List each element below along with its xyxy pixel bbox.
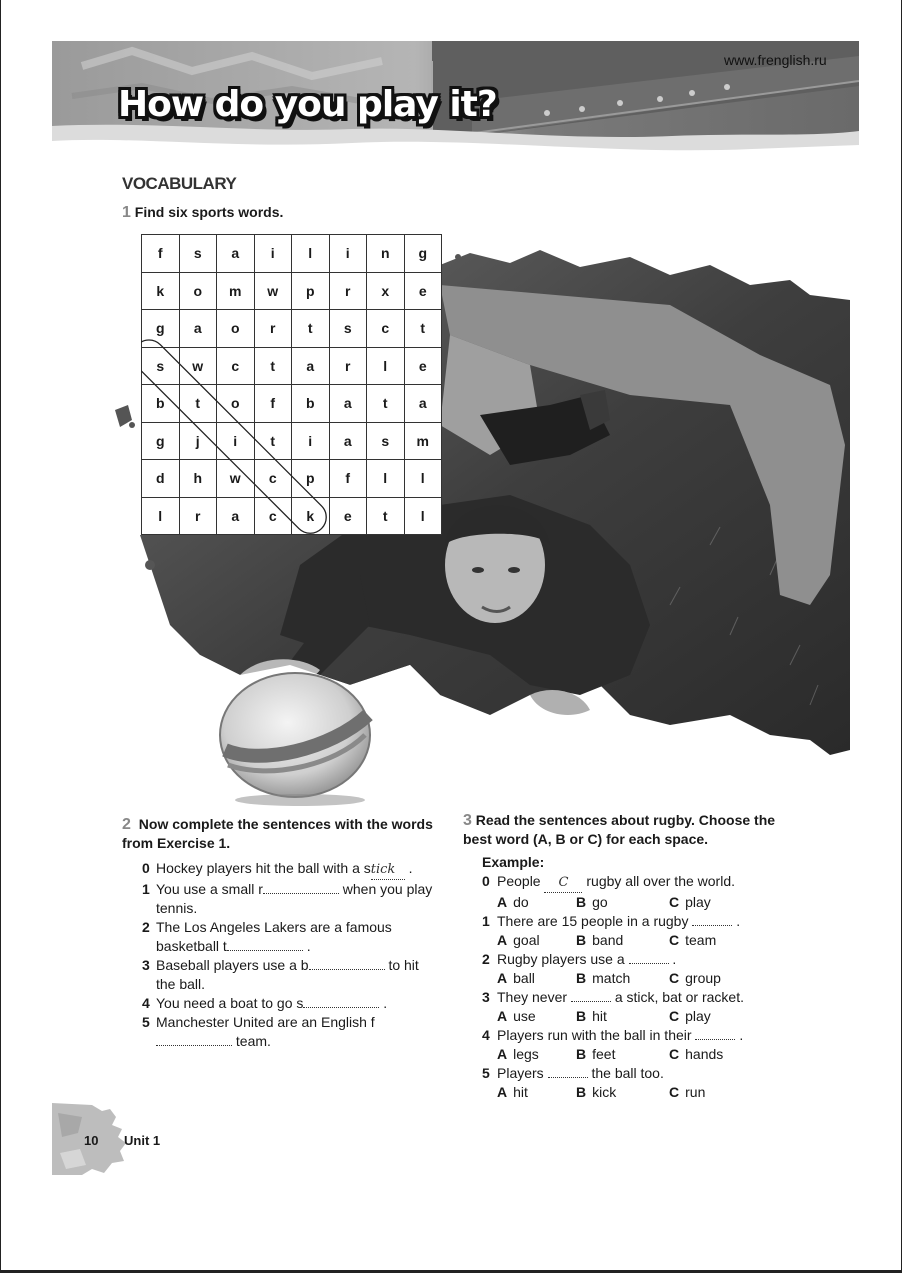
- exercise2-item: [122, 880, 442, 918]
- grid-cell[interactable]: m: [405, 423, 443, 461]
- answer-blank[interactable]: [156, 1033, 232, 1046]
- grid-cell[interactable]: a: [180, 310, 218, 348]
- grid-cell[interactable]: c: [367, 310, 405, 348]
- grid-cell[interactable]: j: [180, 423, 218, 461]
- exercise1-instruction: Find six sports words.: [134, 204, 284, 220]
- item-text: to hit the ball.: [156, 957, 419, 992]
- item-text: Hockey players hit the ball with a s: [156, 860, 371, 876]
- item-number: 1: [142, 881, 150, 897]
- grid-cell[interactable]: s: [367, 423, 405, 461]
- grid-cell[interactable]: b: [292, 385, 330, 423]
- exercise3-item: [463, 988, 783, 1007]
- grid-cell[interactable]: h: [180, 460, 218, 498]
- exercise1-heading: [122, 203, 283, 222]
- grid-cell[interactable]: w: [180, 348, 218, 386]
- option[interactable]: B hit: [576, 1008, 607, 1024]
- exercise2: [122, 815, 442, 1051]
- exercise3-item: [463, 1064, 783, 1083]
- exercise3-item: [463, 872, 783, 893]
- item-text: when you play tennis.: [156, 881, 433, 916]
- options-row: [463, 1007, 783, 1026]
- grid-cell[interactable]: l: [292, 235, 330, 273]
- item-text: the ball too.: [591, 1065, 664, 1081]
- exercise2-number: 2: [122, 816, 131, 833]
- grid-cell[interactable]: a: [330, 423, 368, 461]
- grid-cell[interactable]: g: [405, 235, 443, 273]
- exercise3-item: [463, 950, 783, 969]
- grid-cell[interactable]: t: [180, 385, 218, 423]
- answer-blank[interactable]: [309, 957, 385, 970]
- option[interactable]: C run: [669, 1084, 706, 1100]
- item-number: 3: [142, 957, 150, 973]
- grid-cell[interactable]: p: [292, 273, 330, 311]
- answer-blank[interactable]: [571, 989, 611, 1002]
- exercise2-item: [122, 994, 442, 1013]
- item-text: Players run with the ball in their: [497, 1027, 692, 1043]
- example-label: Example:: [482, 854, 545, 870]
- option[interactable]: C play: [669, 1008, 711, 1024]
- option[interactable]: A do: [497, 894, 529, 910]
- option[interactable]: B go: [576, 894, 608, 910]
- grid-cell[interactable]: i: [255, 235, 293, 273]
- exercise2-item: [122, 1013, 442, 1051]
- answer-blank[interactable]: [692, 913, 732, 926]
- answer-blank[interactable]: [695, 1027, 735, 1040]
- page-number: 10: [84, 1133, 99, 1148]
- grid-cell[interactable]: c: [255, 498, 293, 536]
- grid-cell[interactable]: t: [255, 348, 293, 386]
- grid-cell[interactable]: a: [405, 385, 443, 423]
- option[interactable]: C play: [669, 894, 711, 910]
- answer-blank[interactable]: [303, 995, 379, 1008]
- options-row: [463, 893, 783, 912]
- option[interactable]: A goal: [497, 932, 540, 948]
- item-text: Manchester United are an English f: [156, 1014, 375, 1030]
- grid-cell[interactable]: g: [142, 423, 180, 461]
- grid-cell[interactable]: w: [217, 460, 255, 498]
- item-text: There are 15 people in a rugby: [497, 913, 689, 929]
- grid-cell[interactable]: f: [142, 235, 180, 273]
- answer-loop: [141, 234, 341, 534]
- item-text: They never: [497, 989, 568, 1005]
- item-text: You need a boat to go s: [156, 995, 304, 1011]
- options-row: [463, 931, 783, 950]
- grid-cell[interactable]: d: [142, 460, 180, 498]
- grid-cell[interactable]: a: [292, 348, 330, 386]
- bottom-rule: [0, 1270, 902, 1273]
- item-number: 3: [482, 989, 490, 1005]
- answer-blank[interactable]: [263, 881, 339, 894]
- options-row: [463, 1045, 783, 1064]
- item-number: 5: [482, 1065, 490, 1081]
- exercise1-number: 1: [122, 204, 131, 221]
- item-text: Baseball players use a b: [156, 957, 309, 973]
- answer-blank[interactable]: [629, 951, 669, 964]
- option[interactable]: C hands: [669, 1046, 724, 1062]
- grid-cell[interactable]: l: [367, 460, 405, 498]
- answer-blank[interactable]: tick: [371, 860, 405, 880]
- grid-cell[interactable]: o: [217, 385, 255, 423]
- grid-cell[interactable]: r: [330, 273, 368, 311]
- item-text: .: [306, 938, 311, 954]
- grid-cell[interactable]: i: [217, 423, 255, 461]
- grid-cell[interactable]: n: [367, 235, 405, 273]
- option[interactable]: C team: [669, 932, 717, 948]
- option[interactable]: B band: [576, 932, 624, 948]
- options-row: [463, 969, 783, 988]
- grid-cell[interactable]: m: [217, 273, 255, 311]
- grid-cell[interactable]: a: [217, 498, 255, 536]
- option[interactable]: A hit: [497, 1084, 528, 1100]
- unit-label: Unit 1: [124, 1133, 161, 1148]
- exercise3: [463, 811, 783, 1102]
- grid-cell[interactable]: x: [367, 273, 405, 311]
- grid-cell[interactable]: k: [292, 498, 330, 536]
- grid-cell[interactable]: i: [330, 235, 368, 273]
- grid-cell[interactable]: b: [142, 385, 180, 423]
- item-text: You use a small r: [156, 881, 263, 897]
- item-number: 1: [482, 913, 490, 929]
- grid-cell[interactable]: l: [405, 460, 443, 498]
- grid-cell[interactable]: e: [405, 348, 443, 386]
- grid-cell[interactable]: o: [217, 310, 255, 348]
- option[interactable]: C group: [669, 970, 721, 986]
- answer-blank[interactable]: [227, 938, 303, 951]
- item-number: 5: [142, 1014, 150, 1030]
- grid-cell[interactable]: r: [330, 348, 368, 386]
- item-text: The Los Angeles Lakers are a famous basketball t: [156, 919, 392, 954]
- grid-cell[interactable]: s: [330, 310, 368, 348]
- option[interactable]: A legs: [497, 1046, 539, 1062]
- grid-cell[interactable]: f: [255, 385, 293, 423]
- grid-cell[interactable]: t: [367, 385, 405, 423]
- grid-cell[interactable]: f: [330, 460, 368, 498]
- item-text: .: [672, 951, 677, 967]
- exercise3-item: [463, 912, 783, 931]
- exercise2-item: [122, 956, 442, 994]
- option[interactable]: B feet: [576, 1046, 616, 1062]
- exercise3-heading: [463, 811, 783, 849]
- grid-cell[interactable]: r: [180, 498, 218, 536]
- option[interactable]: B match: [576, 970, 631, 986]
- grid-cell[interactable]: e: [405, 273, 443, 311]
- grid-cell[interactable]: g: [142, 310, 180, 348]
- grid-cell[interactable]: t: [405, 310, 443, 348]
- item-text: People: [497, 873, 541, 889]
- page-title: How do you play it?: [118, 84, 497, 125]
- grid-cell[interactable]: l: [367, 348, 405, 386]
- exercise2-item: [122, 859, 442, 880]
- option[interactable]: A use: [497, 1008, 536, 1024]
- item-number: 0: [482, 873, 490, 889]
- answer-blank[interactable]: [548, 1065, 588, 1078]
- grid-cell[interactable]: w: [255, 273, 293, 311]
- option[interactable]: A ball: [497, 970, 535, 986]
- grid-cell[interactable]: a: [330, 385, 368, 423]
- grid-cell[interactable]: p: [292, 460, 330, 498]
- grid-cell[interactable]: l: [142, 498, 180, 536]
- exercise3-number: 3: [463, 812, 472, 829]
- item-text: Rugby players use a: [497, 951, 625, 967]
- item-number: 4: [482, 1027, 490, 1043]
- item-text: team.: [235, 1033, 271, 1049]
- exercise2-heading: [122, 815, 442, 853]
- item-number: 2: [142, 919, 150, 935]
- item-text: .: [736, 913, 741, 929]
- grid-cell[interactable]: o: [180, 273, 218, 311]
- item-number: 0: [142, 860, 150, 876]
- item-number: 4: [142, 995, 150, 1011]
- item-text: .: [408, 860, 413, 876]
- item-text: Players: [497, 1065, 544, 1081]
- grid-cell[interactable]: s: [142, 348, 180, 386]
- grid-cell[interactable]: t: [367, 498, 405, 536]
- item-number: 2: [482, 951, 490, 967]
- option[interactable]: B kick: [576, 1084, 617, 1100]
- grid-cell[interactable]: c: [255, 460, 293, 498]
- options-row: [463, 1083, 783, 1102]
- site-url[interactable]: www.frenglish.ru: [724, 52, 827, 68]
- grid-cell[interactable]: e: [330, 498, 368, 536]
- grid-cell[interactable]: l: [405, 498, 443, 536]
- grid-cell[interactable]: c: [217, 348, 255, 386]
- grid-cell[interactable]: s: [180, 235, 218, 273]
- grid-cell[interactable]: t: [292, 310, 330, 348]
- item-text: a stick, bat or racket.: [614, 989, 744, 1005]
- item-text: .: [383, 995, 388, 1011]
- answer-blank[interactable]: C: [544, 873, 582, 893]
- exercise2-instruction: Now complete the sentences with the words from Exercise 1.: [122, 816, 433, 851]
- item-text: .: [739, 1027, 744, 1043]
- exercise2-item: [122, 918, 442, 956]
- vocabulary-heading: VOCABULARY: [122, 174, 237, 193]
- grid-cell[interactable]: a: [217, 235, 255, 273]
- grid-cell[interactable]: r: [255, 310, 293, 348]
- grid-cell[interactable]: t: [255, 423, 293, 461]
- grid-cell[interactable]: k: [142, 273, 180, 311]
- exercise3-instruction: Read the sentences about rugby. Choose the best word (A, B or C) for each space.: [463, 812, 776, 847]
- item-text: rugby all over the world.: [586, 873, 736, 889]
- exercise3-item: [463, 1026, 783, 1045]
- grid-cell[interactable]: i: [292, 423, 330, 461]
